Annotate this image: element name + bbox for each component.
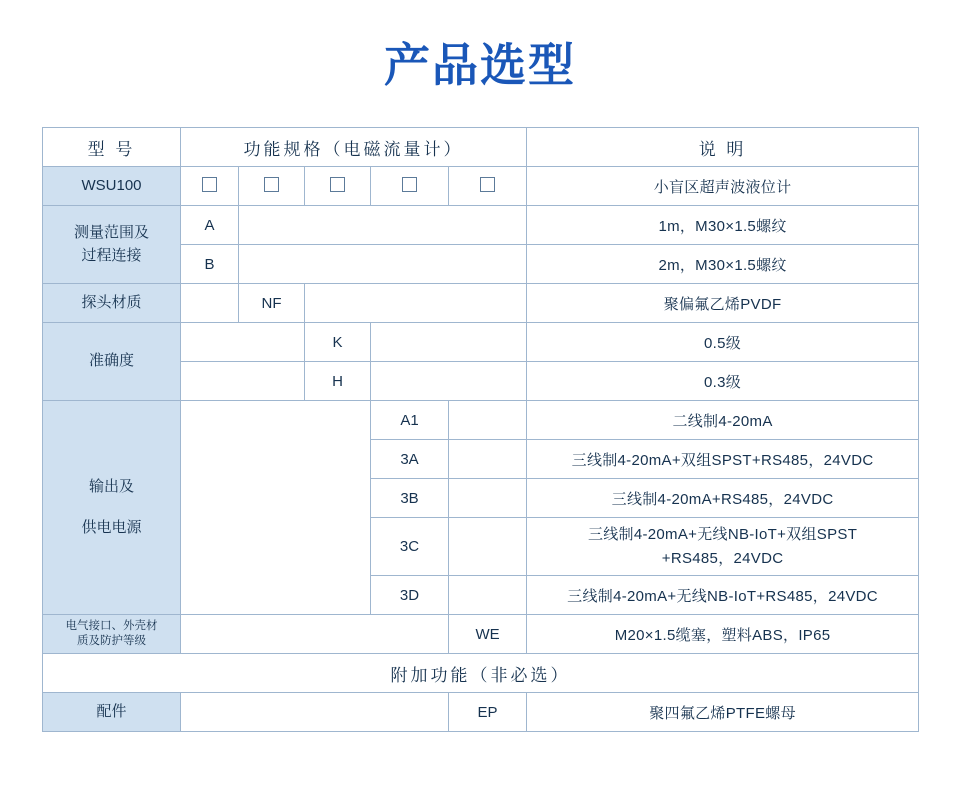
table-row-addon-title: [43, 654, 919, 693]
blank-cell: [449, 518, 527, 576]
code-b[interactable]: B: [181, 245, 239, 284]
code-h[interactable]: H: [305, 362, 371, 401]
checkbox-icon[interactable]: [264, 177, 279, 192]
blank-cell: [181, 615, 449, 654]
row-label-model: WSU100: [43, 167, 181, 206]
table-row-output-a1: [43, 401, 919, 440]
code-3b[interactable]: 3B: [371, 479, 449, 518]
desc-ep: 聚四氟乙烯PTFE螺母: [527, 693, 919, 732]
blank-cell: [239, 206, 527, 245]
row-label-electrical-line2: 质及防护等级: [77, 635, 146, 648]
blank-cell: [181, 362, 305, 401]
desc-a1: 二线制4-20mA: [527, 401, 919, 440]
table-header-row: [43, 128, 919, 167]
table-row-range-a: [43, 206, 919, 245]
table-row-model: [43, 167, 919, 206]
blank-cell: [449, 440, 527, 479]
addon-title: 附加功能（非必选）: [43, 654, 919, 693]
checkbox-cell-5[interactable]: [449, 167, 527, 206]
row-label-electrical-line1: 电气接口、外壳材: [65, 619, 158, 632]
code-3d[interactable]: 3D: [371, 576, 449, 615]
code-3a[interactable]: 3A: [371, 440, 449, 479]
code-3c[interactable]: 3C: [371, 518, 449, 576]
row-label-output-line2: 供电电源: [81, 518, 142, 536]
code-a[interactable]: A: [181, 206, 239, 245]
blank-cell: [305, 284, 527, 323]
blank-cell: [239, 245, 527, 284]
header-description: 说 明: [527, 128, 919, 167]
row-label-accuracy: 准确度: [43, 323, 181, 401]
desc-3c-line1: 三线制4-20mA+无线NB-IoT+双组SPST: [587, 525, 858, 543]
checkbox-icon[interactable]: [330, 177, 345, 192]
table-row-accuracy-k: [43, 323, 919, 362]
checkbox-cell-4[interactable]: [371, 167, 449, 206]
code-a1[interactable]: A1: [371, 401, 449, 440]
blank-cell: [449, 401, 527, 440]
code-we[interactable]: WE: [449, 615, 527, 654]
header-function-spec: 功能规格（电磁流量计）: [181, 128, 527, 167]
desc-3d: 三线制4-20mA+无线NB-IoT+RS485，24VDC: [527, 576, 919, 615]
checkbox-cell-2[interactable]: [239, 167, 305, 206]
blank-cell: [371, 323, 527, 362]
table-row-probe-material: [43, 284, 919, 323]
code-nf[interactable]: NF: [239, 284, 305, 323]
row-label-electrical: [43, 615, 181, 654]
spec-table: [42, 127, 919, 732]
desc-model: 小盲区超声波液位计: [527, 167, 919, 206]
desc-3b: 三线制4-20mA+RS485，24VDC: [527, 479, 919, 518]
code-ep[interactable]: EP: [449, 693, 527, 732]
desc-we: M20×1.5缆塞，塑料ABS，IP65: [527, 615, 919, 654]
table-row-electrical: [43, 615, 919, 654]
desc-h: 0.3级: [527, 362, 919, 401]
desc-3a: 三线制4-20mA+双组SPST+RS485，24VDC: [527, 440, 919, 479]
desc-a: 1m，M30×1.5螺纹: [527, 206, 919, 245]
blank-cell: [181, 693, 449, 732]
checkbox-cell-3[interactable]: [305, 167, 371, 206]
desc-3c: [527, 518, 919, 576]
desc-b: 2m，M30×1.5螺纹: [527, 245, 919, 284]
blank-cell: [449, 576, 527, 615]
blank-cell: [371, 362, 527, 401]
blank-cell: [181, 401, 371, 615]
row-label-range: [43, 206, 181, 284]
row-label-probe-material: 探头材质: [43, 284, 181, 323]
row-label-output-line1: 输出及: [88, 478, 134, 496]
header-model: 型 号: [43, 128, 181, 167]
blank-cell: [181, 323, 305, 362]
checkbox-icon[interactable]: [202, 177, 217, 192]
checkbox-icon[interactable]: [402, 177, 417, 192]
row-label-output: [43, 401, 181, 615]
table-row-accessory: [43, 693, 919, 732]
row-label-range-line2: 过程连接: [81, 246, 142, 264]
desc-nf: 聚偏氟乙烯PVDF: [527, 284, 919, 323]
blank-cell: [449, 479, 527, 518]
page-title: 产品选型: [384, 39, 576, 91]
desc-k: 0.5级: [527, 323, 919, 362]
blank-cell: [181, 284, 239, 323]
row-label-accessory: 配件: [43, 693, 181, 732]
row-label-range-line1: 测量范围及: [73, 224, 149, 242]
checkbox-icon[interactable]: [480, 177, 495, 192]
checkbox-cell-1[interactable]: [181, 167, 239, 206]
desc-3c-line2: +RS485，24VDC: [661, 549, 784, 567]
spec-table-container: [42, 127, 918, 732]
code-k[interactable]: K: [305, 323, 371, 362]
